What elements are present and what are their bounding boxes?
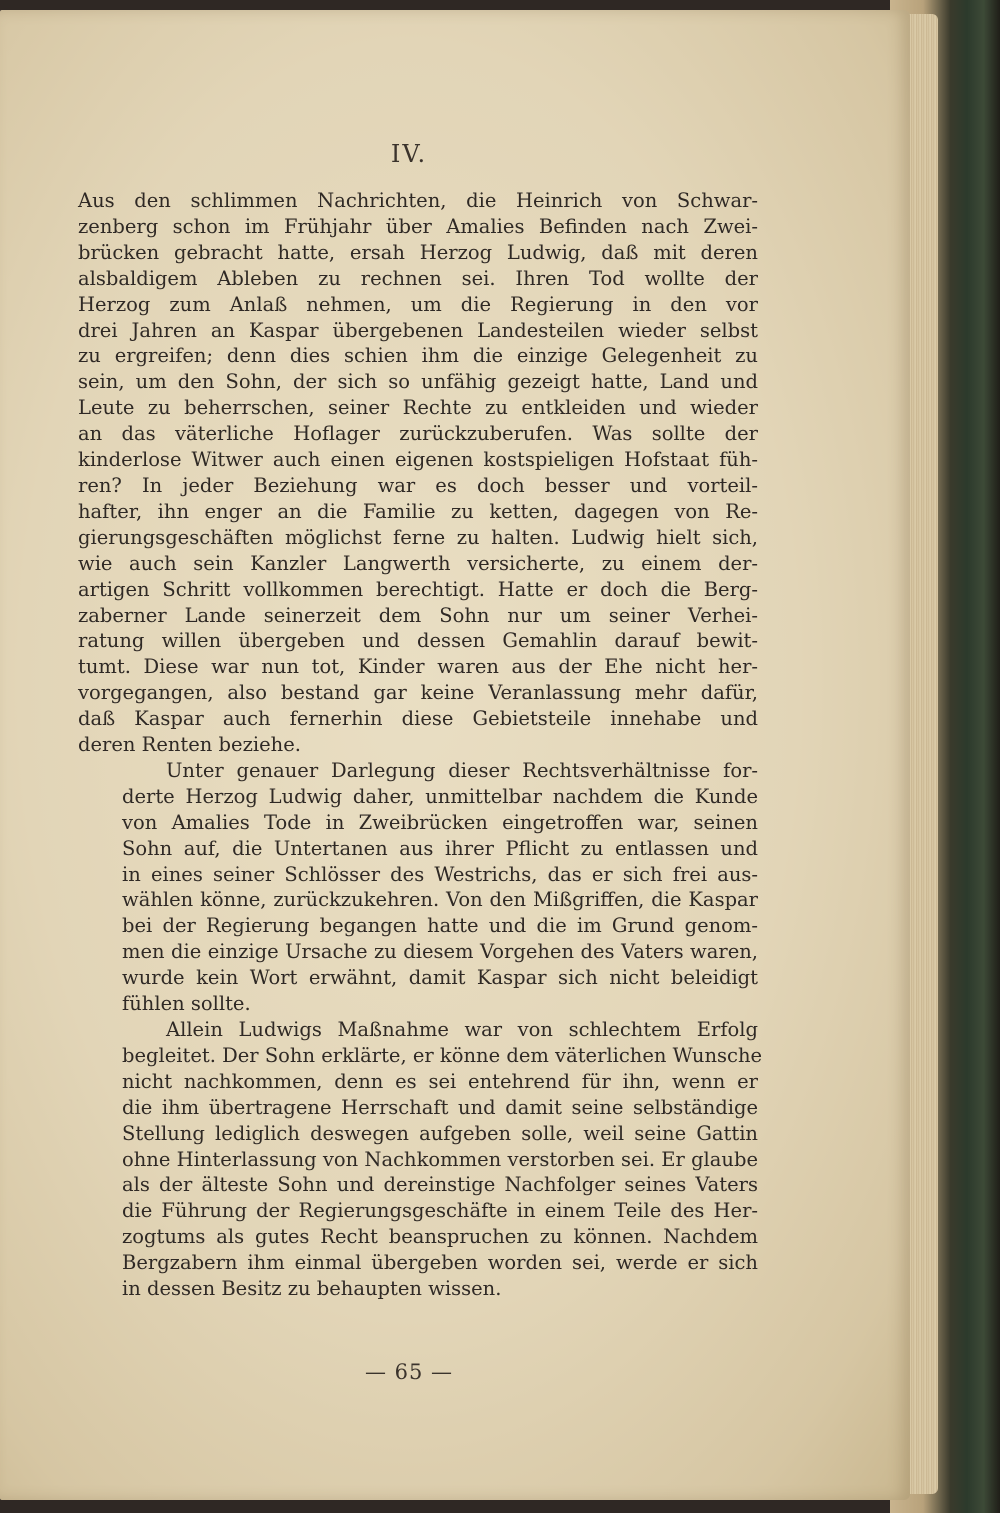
chapter-heading: IV.: [390, 140, 428, 168]
text-line: ohne Hinterlassung von Nachkommen verstorben sei. Er glaube: [122, 1147, 758, 1171]
text-line: Sohn auf, die Untertanen aus ihrer Pflicht zu entlassen und: [122, 836, 758, 860]
text-line: Herzog zum Anlaß nehmen, um die Regierung in den vor: [78, 292, 758, 316]
text-line: als der älteste Sohn und dereinstige Nachfolger seines Vaters: [122, 1173, 758, 1197]
text-line: Leute zu beherrschen, seiner Rechte zu entkleiden und wieder: [78, 396, 758, 420]
text-line: zaberner Lande seinerzeit dem Sohn nur um seiner Verhei-: [78, 603, 758, 627]
page-number: — 65 —: [364, 1360, 454, 1384]
text-line: gierungsgeschäften möglichst ferne zu halten. Ludwig hielt sich,: [78, 525, 758, 549]
text-line: wie auch sein Kanzler Langwerth versicherte, zu einem der-: [78, 551, 758, 575]
text-line: daß Kaspar auch fernerhin diese Gebietsteile innehabe und: [78, 707, 758, 731]
text-line: ratung willen übergeben und dessen Gemahlin darauf bewit-: [78, 629, 758, 653]
body-text: [78, 188, 763, 1302]
text-line: Bergzabern ihm einmal übergeben worden sei, werde er sich: [122, 1251, 758, 1275]
text-line: artigen Schritt vollkommen berechtigt. Hatte er doch die Berg-: [78, 577, 758, 601]
text-line: in dessen Besitz zu behaupten wissen.: [122, 1277, 502, 1301]
book-page: [0, 10, 910, 1500]
text-line: wurde kein Wort erwähnt, damit Kaspar sich nicht beleidigt: [122, 966, 758, 990]
text-line: wählen könne, zurückzukehren. Von den Mißgriffen, die Kaspar: [122, 888, 758, 912]
text-line: men die einzige Ursache zu diesem Vorgehen des Vaters waren,: [122, 940, 758, 964]
text-line: hafter, ihn enger an die Familie zu ketten, dagegen von Re-: [78, 499, 758, 523]
text-line: Stellung lediglich deswegen aufgeben solle, weil seine Gattin: [122, 1121, 758, 1145]
text-line: Unter genauer Darlegung dieser Rechtsverhältnisse for-: [166, 758, 758, 782]
text-line: vorgegangen, also bestand gar keine Veranlassung mehr dafür,: [78, 681, 758, 705]
text-line: fühlen sollte.: [122, 992, 251, 1016]
text-line: zogtums als gutes Recht beanspruchen zu können. Nachdem: [122, 1225, 758, 1249]
text-line: bei der Regierung begangen hatte und die im Grund genom-: [122, 914, 758, 938]
text-line: drei Jahren an Kaspar übergebenen Landesteilen wieder selbst: [78, 318, 758, 342]
text-line: in eines seiner Schlösser des Westrichs, das er sich frei aus-: [122, 862, 758, 886]
text-line: Allein Ludwigs Maßnahme war von schlechtem Erfolg: [166, 1018, 758, 1041]
text-line: zu ergreifen; denn dies schien ihm die einzige Gelegenheit zu: [78, 344, 758, 368]
text-line: deren Renten beziehe.: [78, 733, 301, 757]
text-line: derte Herzog Ludwig daher, unmittelbar nachdem die Kunde: [122, 784, 758, 808]
text-line: tumt. Diese war nun tot, Kinder waren aus der Ehe nicht her-: [78, 655, 758, 679]
text-line: die Führung der Regierungsgeschäfte in einem Teile des Her-: [122, 1199, 758, 1223]
text-line: zenberg schon im Frühjahr über Amalies Befinden nach Zwei-: [78, 214, 758, 238]
text-line: an das väterliche Hoflager zurückzuberufen. Was sollte der: [78, 422, 758, 446]
text-line: brücken gebracht hatte, ersah Herzog Ludwig, daß mit deren: [78, 240, 758, 264]
text-line: nicht nachkommen, denn es sei entehrend für ihn, wenn er: [122, 1069, 758, 1093]
text-line: sein, um den Sohn, der sich so unfähig gezeigt hatte, Land und: [78, 370, 758, 394]
text-line: die ihm übertragene Herrschaft und damit seine selbständige: [122, 1095, 758, 1119]
text-line: kinderlose Witwer auch einen eigenen kostspieligen Hofstaat füh-: [78, 448, 758, 472]
text-line: begleitet. Der Sohn erklärte, er könne dem väterlichen Wunsche: [122, 1043, 763, 1067]
text-line: Aus den schlimmen Nachrichten, die Heinrich von Schwar-: [78, 189, 758, 212]
paragraph: [78, 188, 758, 758]
text-line: von Amalies Tode in Zweibrücken eingetroffen war, seinen: [122, 810, 758, 834]
paragraph: [78, 1017, 763, 1302]
paragraph: [78, 758, 758, 1017]
text-line: ren? In jeder Beziehung war es doch besser und vorteil-: [78, 473, 758, 497]
text-line: alsbaldigem Ableben zu rechnen sei. Ihren Tod wollte der: [78, 266, 758, 290]
